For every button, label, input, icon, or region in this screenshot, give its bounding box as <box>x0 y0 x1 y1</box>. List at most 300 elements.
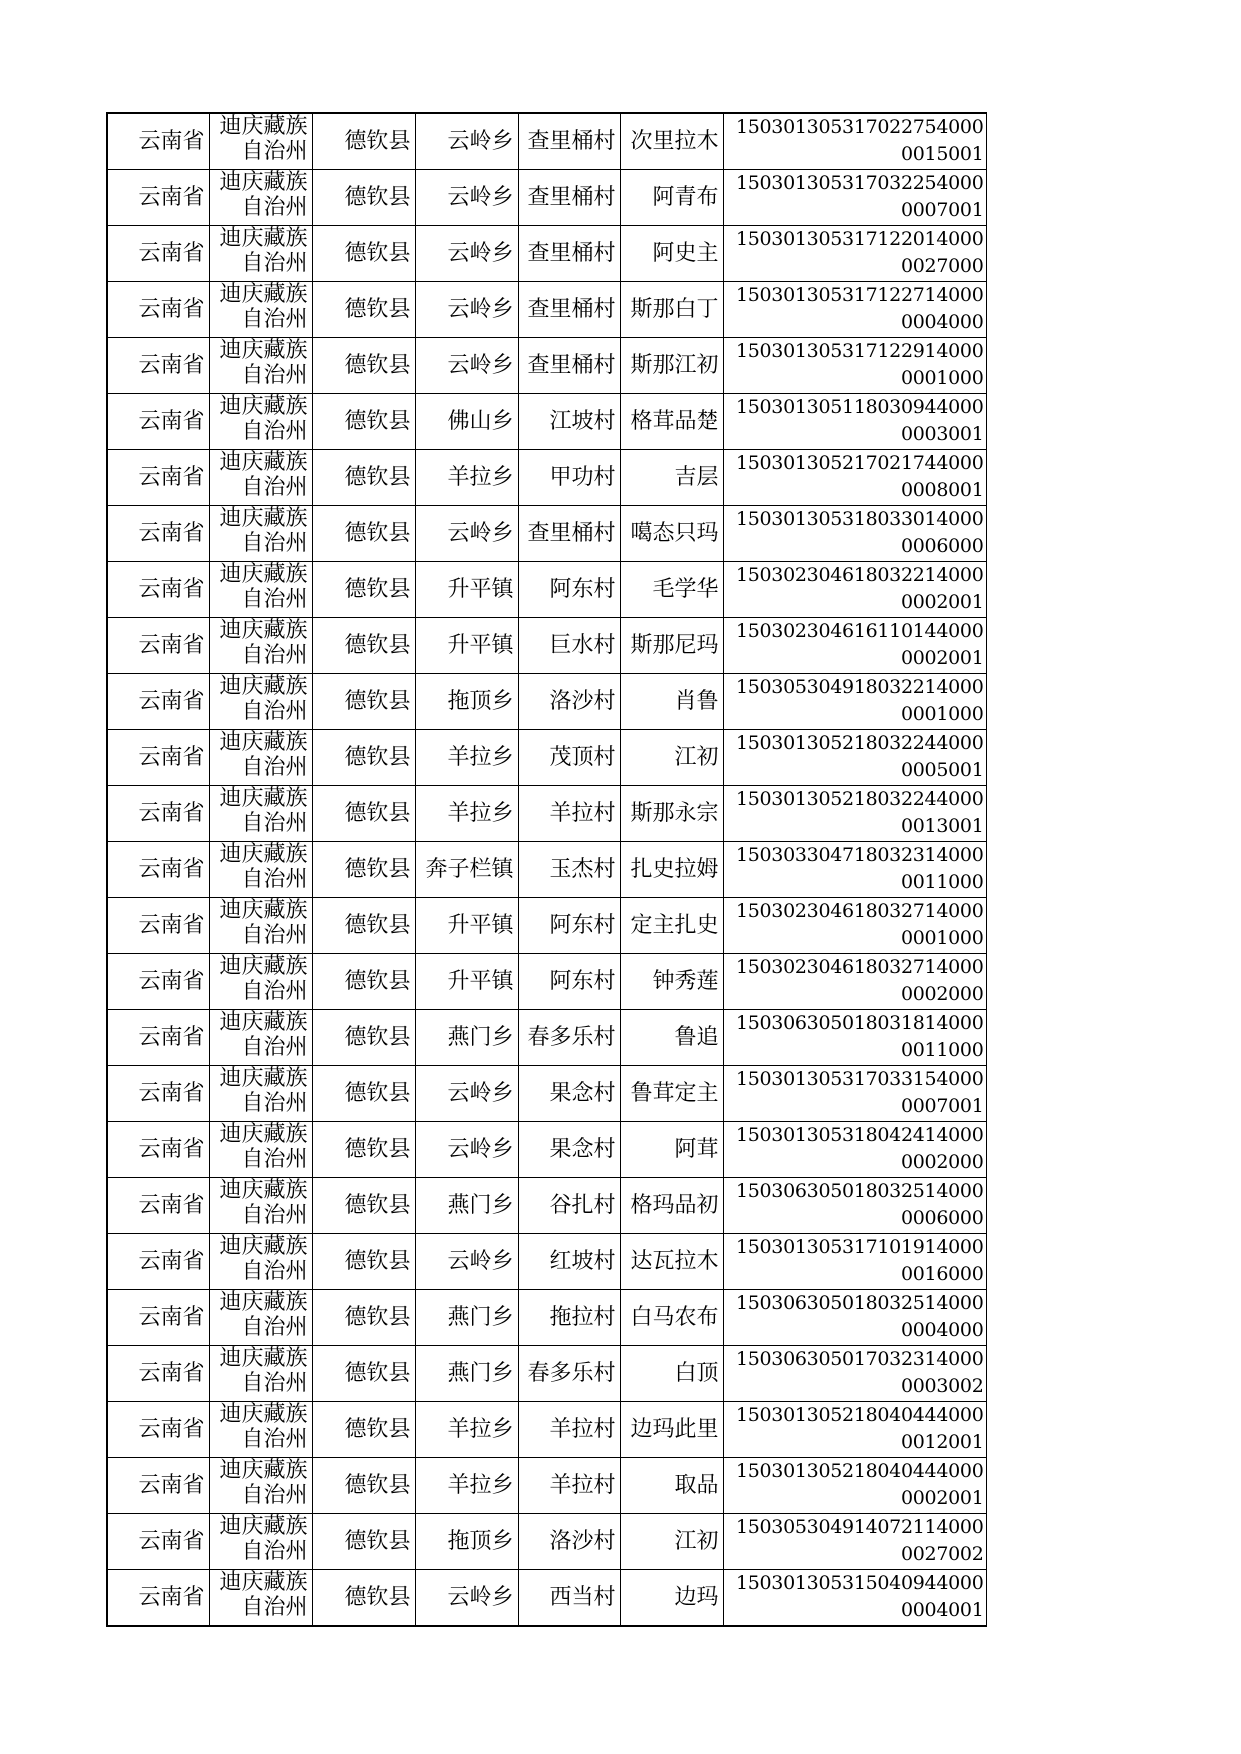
name-cell: 吉层 <box>620 450 723 506</box>
prefecture-cell <box>209 954 312 1010</box>
prefecture-line-2: 自治州 <box>241 251 308 276</box>
prefecture-line-1: 迪庆藏族 <box>219 1010 308 1035</box>
village-cell: 羊拉村 <box>518 786 620 842</box>
village-cell: 羊拉村 <box>518 1458 620 1514</box>
id-number-line-1: 150301305317032254000 <box>735 172 984 194</box>
id-number-line-2: 0001000 <box>900 927 984 949</box>
township-cell: 燕门乡 <box>415 1290 518 1346</box>
township-cell: 云岭乡 <box>415 1122 518 1178</box>
province-cell: 云南省 <box>107 226 209 282</box>
township-cell: 羊拉乡 <box>415 450 518 506</box>
township-cell: 羊拉乡 <box>415 786 518 842</box>
prefecture-cell <box>209 1458 312 1514</box>
township-cell: 升平镇 <box>415 618 518 674</box>
prefecture-cell <box>209 1514 312 1570</box>
prefecture-line-2: 自治州 <box>241 1147 308 1172</box>
county-cell: 德钦县 <box>312 954 415 1010</box>
township-cell: 佛山乡 <box>415 394 518 450</box>
prefecture-line-1: 迪庆藏族 <box>219 730 308 755</box>
prefecture-line-2: 自治州 <box>241 307 308 332</box>
name-cell: 斯那江初 <box>620 338 723 394</box>
name-cell: 次里拉木 <box>620 113 723 170</box>
county-cell: 德钦县 <box>312 338 415 394</box>
table-row <box>107 226 986 282</box>
county-cell: 德钦县 <box>312 1458 415 1514</box>
prefecture-cell <box>209 1570 312 1627</box>
id-number-line-1: 150302304618032214000 <box>735 564 984 586</box>
table-row <box>107 282 986 338</box>
prefecture-line-1: 迪庆藏族 <box>219 338 308 363</box>
township-cell: 羊拉乡 <box>415 1458 518 1514</box>
county-cell: 德钦县 <box>312 898 415 954</box>
province-cell: 云南省 <box>107 842 209 898</box>
name-cell: 鲁追 <box>620 1010 723 1066</box>
township-cell: 燕门乡 <box>415 1178 518 1234</box>
village-cell: 羊拉村 <box>518 1402 620 1458</box>
id-number-line-2: 0004001 <box>900 1599 984 1621</box>
province-cell: 云南省 <box>107 506 209 562</box>
id-number-line-2: 0006000 <box>900 535 984 557</box>
id-number-cell <box>723 338 986 394</box>
county-cell: 德钦县 <box>312 1290 415 1346</box>
name-cell: 阿史主 <box>620 226 723 282</box>
province-cell: 云南省 <box>107 1010 209 1066</box>
id-number-line-1: 150301305217021744000 <box>735 452 984 474</box>
prefecture-line-1: 迪庆藏族 <box>219 1570 308 1595</box>
table-row <box>107 1402 986 1458</box>
id-number-line-1: 150301305318033014000 <box>735 508 984 530</box>
id-number-line-1: 150306305018032514000 <box>735 1292 984 1314</box>
id-number-line-2: 0004000 <box>900 311 984 333</box>
prefecture-line-1: 迪庆藏族 <box>219 1066 308 1091</box>
id-number-line-1: 150306305018032514000 <box>735 1180 984 1202</box>
prefecture-cell <box>209 842 312 898</box>
table-row <box>107 338 986 394</box>
id-number-line-1: 150301305317122714000 <box>735 284 984 306</box>
id-number-line-2: 0002001 <box>900 1487 984 1509</box>
id-number-cell <box>723 842 986 898</box>
township-cell: 燕门乡 <box>415 1346 518 1402</box>
table-body <box>107 113 986 1626</box>
prefecture-cell <box>209 1066 312 1122</box>
id-number-line-2: 0027000 <box>900 255 984 277</box>
township-cell: 云岭乡 <box>415 226 518 282</box>
id-number-line-1: 150301305317022754000 <box>735 116 984 138</box>
village-cell: 洛沙村 <box>518 1514 620 1570</box>
village-cell: 红坡村 <box>518 1234 620 1290</box>
name-cell: 边玛此里 <box>620 1402 723 1458</box>
id-number-cell <box>723 1178 986 1234</box>
province-cell: 云南省 <box>107 1514 209 1570</box>
name-cell: 噶态只玛 <box>620 506 723 562</box>
county-cell: 德钦县 <box>312 674 415 730</box>
prefecture-line-2: 自治州 <box>241 419 308 444</box>
id-number-line-1: 150305304914072114000 <box>735 1516 984 1538</box>
county-cell: 德钦县 <box>312 113 415 170</box>
id-number-line-2: 0011000 <box>900 871 984 893</box>
table-row <box>107 898 986 954</box>
id-number-cell <box>723 1346 986 1402</box>
data-table <box>106 112 987 1627</box>
prefecture-line-2: 自治州 <box>241 1427 308 1452</box>
id-number-line-1: 150301305317101914000 <box>735 1236 984 1258</box>
id-number-cell <box>723 170 986 226</box>
province-cell: 云南省 <box>107 1458 209 1514</box>
id-number-cell <box>723 1234 986 1290</box>
prefecture-line-1: 迪庆藏族 <box>219 1290 308 1315</box>
id-number-cell <box>723 1290 986 1346</box>
province-cell: 云南省 <box>107 1570 209 1627</box>
township-cell: 云岭乡 <box>415 1234 518 1290</box>
prefecture-cell <box>209 786 312 842</box>
county-cell: 德钦县 <box>312 226 415 282</box>
table-row <box>107 1066 986 1122</box>
name-cell: 阿青布 <box>620 170 723 226</box>
county-cell: 德钦县 <box>312 1346 415 1402</box>
id-number-line-2: 0027002 <box>900 1543 984 1565</box>
prefecture-line-2: 自治州 <box>241 755 308 780</box>
prefecture-line-1: 迪庆藏族 <box>219 282 308 307</box>
id-number-cell <box>723 394 986 450</box>
village-cell: 甲功村 <box>518 450 620 506</box>
id-number-line-2: 0003002 <box>900 1375 984 1397</box>
prefecture-cell <box>209 898 312 954</box>
province-cell: 云南省 <box>107 1066 209 1122</box>
prefecture-line-2: 自治州 <box>241 587 308 612</box>
id-number-line-2: 0002000 <box>900 1151 984 1173</box>
province-cell: 云南省 <box>107 898 209 954</box>
village-cell: 洛沙村 <box>518 674 620 730</box>
village-cell: 查里桶村 <box>518 170 620 226</box>
prefecture-line-1: 迪庆藏族 <box>219 394 308 419</box>
id-number-cell <box>723 786 986 842</box>
id-number-line-2: 0007001 <box>900 199 984 221</box>
township-cell: 羊拉乡 <box>415 730 518 786</box>
county-cell: 德钦县 <box>312 450 415 506</box>
county-cell: 德钦县 <box>312 1234 415 1290</box>
name-cell: 格玛品初 <box>620 1178 723 1234</box>
table-row <box>107 1570 986 1627</box>
id-number-line-1: 150306305018031814000 <box>735 1012 984 1034</box>
village-cell: 西当村 <box>518 1570 620 1627</box>
id-number-line-2: 0006000 <box>900 1207 984 1229</box>
province-cell: 云南省 <box>107 730 209 786</box>
prefecture-line-1: 迪庆藏族 <box>219 1458 308 1483</box>
id-number-line-2: 0005001 <box>900 759 984 781</box>
name-cell: 斯那尼玛 <box>620 618 723 674</box>
prefecture-line-2: 自治州 <box>241 979 308 1004</box>
id-number-line-2: 0002001 <box>900 647 984 669</box>
table-row <box>107 1514 986 1570</box>
prefecture-line-2: 自治州 <box>241 1483 308 1508</box>
id-number-line-1: 150301305315040944000 <box>735 1572 984 1594</box>
village-cell: 阿东村 <box>518 954 620 1010</box>
province-cell: 云南省 <box>107 1346 209 1402</box>
id-number-cell <box>723 1570 986 1627</box>
id-number-line-2: 0004000 <box>900 1319 984 1341</box>
name-cell: 毛学华 <box>620 562 723 618</box>
id-number-cell <box>723 450 986 506</box>
table-row <box>107 450 986 506</box>
prefecture-line-1: 迪庆藏族 <box>219 1178 308 1203</box>
prefecture-cell <box>209 1290 312 1346</box>
prefecture-line-1: 迪庆藏族 <box>219 954 308 979</box>
province-cell: 云南省 <box>107 1290 209 1346</box>
province-cell: 云南省 <box>107 113 209 170</box>
province-cell: 云南省 <box>107 1234 209 1290</box>
name-cell: 钟秀莲 <box>620 954 723 1010</box>
name-cell: 白顶 <box>620 1346 723 1402</box>
province-cell: 云南省 <box>107 338 209 394</box>
table-row <box>107 730 986 786</box>
id-number-line-2: 0016000 <box>900 1263 984 1285</box>
township-cell: 云岭乡 <box>415 1066 518 1122</box>
prefecture-line-2: 自治州 <box>241 811 308 836</box>
prefecture-cell <box>209 730 312 786</box>
table-row <box>107 506 986 562</box>
prefecture-cell <box>209 338 312 394</box>
name-cell: 定主扎史 <box>620 898 723 954</box>
province-cell: 云南省 <box>107 1122 209 1178</box>
village-cell: 查里桶村 <box>518 113 620 170</box>
prefecture-line-2: 自治州 <box>241 1091 308 1116</box>
id-number-cell <box>723 1514 986 1570</box>
township-cell: 云岭乡 <box>415 282 518 338</box>
township-cell: 升平镇 <box>415 898 518 954</box>
county-cell: 德钦县 <box>312 1122 415 1178</box>
prefecture-line-1: 迪庆藏族 <box>219 786 308 811</box>
township-cell: 云岭乡 <box>415 113 518 170</box>
name-cell: 达瓦拉木 <box>620 1234 723 1290</box>
county-cell: 德钦县 <box>312 1402 415 1458</box>
id-number-cell <box>723 898 986 954</box>
id-number-cell <box>723 1066 986 1122</box>
table-row <box>107 1290 986 1346</box>
province-cell: 云南省 <box>107 170 209 226</box>
prefecture-line-2: 自治州 <box>241 139 308 164</box>
prefecture-cell <box>209 1402 312 1458</box>
township-cell: 云岭乡 <box>415 506 518 562</box>
id-number-line-1: 150301305218040444000 <box>735 1404 984 1426</box>
village-cell: 拖拉村 <box>518 1290 620 1346</box>
village-cell: 谷扎村 <box>518 1178 620 1234</box>
id-number-line-1: 150301305218040444000 <box>735 1460 984 1482</box>
prefecture-line-2: 自治州 <box>241 1595 308 1620</box>
prefecture-line-2: 自治州 <box>241 1035 308 1060</box>
id-number-cell <box>723 730 986 786</box>
prefecture-line-2: 自治州 <box>241 643 308 668</box>
table-row <box>107 170 986 226</box>
prefecture-cell <box>209 618 312 674</box>
prefecture-cell <box>209 450 312 506</box>
id-number-line-1: 150302304616110144000 <box>735 620 984 642</box>
table-row <box>107 1234 986 1290</box>
county-cell: 德钦县 <box>312 1010 415 1066</box>
prefecture-line-2: 自治州 <box>241 195 308 220</box>
village-cell: 查里桶村 <box>518 506 620 562</box>
id-number-line-2: 0002001 <box>900 591 984 613</box>
table-row <box>107 394 986 450</box>
prefecture-line-1: 迪庆藏族 <box>219 618 308 643</box>
township-cell: 升平镇 <box>415 954 518 1010</box>
village-cell: 玉杰村 <box>518 842 620 898</box>
id-number-cell <box>723 954 986 1010</box>
prefecture-cell <box>209 226 312 282</box>
id-number-line-2: 0002000 <box>900 983 984 1005</box>
prefecture-line-2: 自治州 <box>241 1539 308 1564</box>
prefecture-line-2: 自治州 <box>241 923 308 948</box>
id-number-line-2: 0011000 <box>900 1039 984 1061</box>
table-row <box>107 842 986 898</box>
county-cell: 德钦县 <box>312 786 415 842</box>
prefecture-cell <box>209 1234 312 1290</box>
id-number-cell <box>723 1458 986 1514</box>
id-number-line-1: 150301305317033154000 <box>735 1068 984 1090</box>
village-cell: 果念村 <box>518 1122 620 1178</box>
id-number-cell <box>723 562 986 618</box>
prefecture-line-2: 自治州 <box>241 1259 308 1284</box>
village-cell: 江坡村 <box>518 394 620 450</box>
prefecture-line-1: 迪庆藏族 <box>219 114 308 139</box>
id-number-line-2: 0008001 <box>900 479 984 501</box>
prefecture-line-1: 迪庆藏族 <box>219 1122 308 1147</box>
province-cell: 云南省 <box>107 450 209 506</box>
name-cell: 白马农布 <box>620 1290 723 1346</box>
id-number-cell <box>723 506 986 562</box>
id-number-line-2: 0003001 <box>900 423 984 445</box>
name-cell: 取品 <box>620 1458 723 1514</box>
id-number-cell <box>723 1122 986 1178</box>
province-cell: 云南省 <box>107 394 209 450</box>
id-number-line-1: 150301305218032244000 <box>735 732 984 754</box>
county-cell: 德钦县 <box>312 1178 415 1234</box>
table-row <box>107 954 986 1010</box>
name-cell: 扎史拉姆 <box>620 842 723 898</box>
township-cell: 拖顶乡 <box>415 674 518 730</box>
id-number-cell <box>723 674 986 730</box>
prefecture-cell <box>209 1122 312 1178</box>
prefecture-line-2: 自治州 <box>241 363 308 388</box>
name-cell: 江初 <box>620 1514 723 1570</box>
township-cell: 燕门乡 <box>415 1010 518 1066</box>
prefecture-line-2: 自治州 <box>241 531 308 556</box>
id-number-cell <box>723 226 986 282</box>
name-cell: 边玛 <box>620 1570 723 1627</box>
id-number-cell <box>723 1402 986 1458</box>
prefecture-line-1: 迪庆藏族 <box>219 1514 308 1539</box>
id-number-line-1: 150305304918032214000 <box>735 676 984 698</box>
name-cell: 阿茸 <box>620 1122 723 1178</box>
prefecture-line-2: 自治州 <box>241 699 308 724</box>
id-number-cell <box>723 618 986 674</box>
township-cell: 云岭乡 <box>415 170 518 226</box>
prefecture-line-1: 迪庆藏族 <box>219 506 308 531</box>
township-cell: 云岭乡 <box>415 1570 518 1627</box>
province-cell: 云南省 <box>107 1402 209 1458</box>
county-cell: 德钦县 <box>312 170 415 226</box>
table-row <box>107 1010 986 1066</box>
township-cell: 升平镇 <box>415 562 518 618</box>
county-cell: 德钦县 <box>312 618 415 674</box>
village-cell: 巨水村 <box>518 618 620 674</box>
village-cell: 茂顶村 <box>518 730 620 786</box>
id-number-line-1: 150302304618032714000 <box>735 900 984 922</box>
table-row <box>107 1122 986 1178</box>
id-number-line-1: 150301305317122914000 <box>735 340 984 362</box>
id-number-line-2: 0001000 <box>900 703 984 725</box>
id-number-cell <box>723 1010 986 1066</box>
table-row <box>107 1178 986 1234</box>
county-cell: 德钦县 <box>312 1514 415 1570</box>
county-cell: 德钦县 <box>312 1066 415 1122</box>
name-cell: 斯那白丁 <box>620 282 723 338</box>
prefecture-line-2: 自治州 <box>241 1203 308 1228</box>
table-row <box>107 1346 986 1402</box>
prefecture-line-1: 迪庆藏族 <box>219 450 308 475</box>
prefecture-line-1: 迪庆藏族 <box>219 1346 308 1371</box>
county-cell: 德钦县 <box>312 394 415 450</box>
province-cell: 云南省 <box>107 282 209 338</box>
id-number-line-2: 0007001 <box>900 1095 984 1117</box>
spreadsheet-page <box>106 112 987 1627</box>
name-cell: 江初 <box>620 730 723 786</box>
province-cell: 云南省 <box>107 954 209 1010</box>
id-number-line-1: 150303304718032314000 <box>735 844 984 866</box>
id-number-line-2: 0012001 <box>900 1431 984 1453</box>
name-cell: 格茸品楚 <box>620 394 723 450</box>
prefecture-cell <box>209 506 312 562</box>
table-row <box>107 1458 986 1514</box>
village-cell: 查里桶村 <box>518 226 620 282</box>
table-row <box>107 618 986 674</box>
id-number-line-2: 0013001 <box>900 815 984 837</box>
province-cell: 云南省 <box>107 618 209 674</box>
township-cell: 云岭乡 <box>415 338 518 394</box>
prefecture-line-1: 迪庆藏族 <box>219 1234 308 1259</box>
table-row <box>107 562 986 618</box>
province-cell: 云南省 <box>107 562 209 618</box>
name-cell: 鲁茸定主 <box>620 1066 723 1122</box>
table-row <box>107 674 986 730</box>
id-number-line-1: 150301305317122014000 <box>735 228 984 250</box>
prefecture-line-1: 迪庆藏族 <box>219 898 308 923</box>
village-cell: 果念村 <box>518 1066 620 1122</box>
id-number-line-1: 150301305318042414000 <box>735 1124 984 1146</box>
prefecture-cell <box>209 282 312 338</box>
id-number-line-2: 0001000 <box>900 367 984 389</box>
prefecture-line-2: 自治州 <box>241 1371 308 1396</box>
prefecture-line-1: 迪庆藏族 <box>219 1402 308 1427</box>
id-number-line-1: 150302304618032714000 <box>735 956 984 978</box>
county-cell: 德钦县 <box>312 730 415 786</box>
prefecture-cell <box>209 674 312 730</box>
prefecture-cell <box>209 113 312 170</box>
prefecture-cell <box>209 1346 312 1402</box>
county-cell: 德钦县 <box>312 506 415 562</box>
prefecture-line-2: 自治州 <box>241 475 308 500</box>
id-number-cell <box>723 282 986 338</box>
id-number-line-1: 150301305218032244000 <box>735 788 984 810</box>
id-number-line-1: 150306305017032314000 <box>735 1348 984 1370</box>
prefecture-cell <box>209 562 312 618</box>
county-cell: 德钦县 <box>312 1570 415 1627</box>
village-cell: 阿东村 <box>518 898 620 954</box>
village-cell: 阿东村 <box>518 562 620 618</box>
id-number-cell <box>723 113 986 170</box>
township-cell: 羊拉乡 <box>415 1402 518 1458</box>
id-number-line-1: 150301305118030944000 <box>735 396 984 418</box>
county-cell: 德钦县 <box>312 562 415 618</box>
